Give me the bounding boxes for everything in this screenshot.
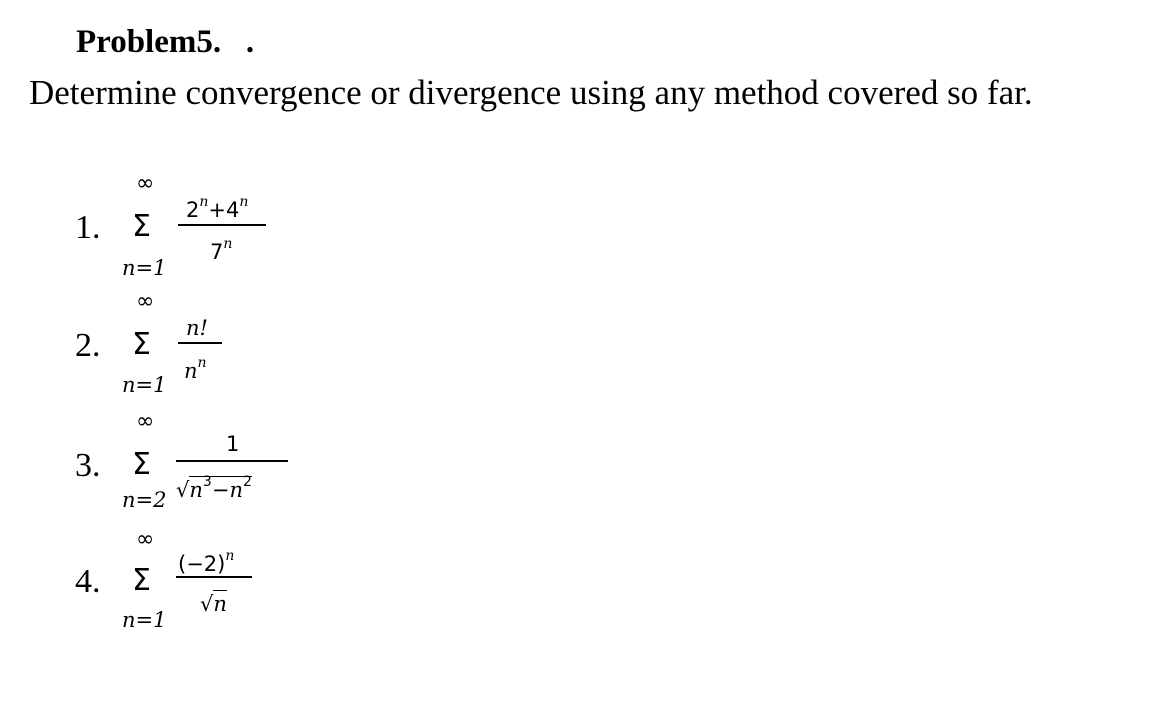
fraction-numerator — [178, 548, 235, 579]
problem-item-3 — [0, 410, 360, 530]
radicand-term-b: n — [229, 478, 243, 502]
problem-title: Problem5. . — [76, 24, 255, 60]
radical-sign: √ — [176, 478, 190, 502]
problem-item-1 — [0, 172, 360, 292]
summation-symbol: Σ — [132, 327, 151, 362]
numerator-op: +4 — [208, 198, 240, 222]
numerator-term-a: 2 — [186, 198, 200, 222]
exponent: n — [239, 194, 249, 210]
sum-lower-limit: n=1 — [122, 373, 167, 397]
radicand — [189, 476, 252, 502]
item-number: 1. — [75, 209, 101, 246]
sum-upper-limit: ∞ — [136, 409, 155, 434]
item-number: 3. — [75, 447, 101, 484]
denominator-base: n — [184, 359, 198, 383]
fraction-numerator: 1 — [226, 432, 240, 456]
fraction-denominator — [210, 236, 233, 267]
problem-item-4 — [0, 528, 360, 648]
numerator-base: (−2) — [178, 552, 226, 576]
exponent: 2 — [242, 474, 252, 490]
denominator-base: 7 — [210, 240, 224, 264]
sum-upper-limit: ∞ — [136, 171, 155, 196]
item-number: 4. — [75, 563, 101, 600]
item-number: 2. — [75, 327, 101, 364]
radicand: n — [213, 592, 227, 616]
exponent: n — [199, 194, 209, 210]
instructions-text: Determine convergence or divergence using any method covered so far. — [29, 73, 1033, 112]
exponent: n — [223, 236, 233, 252]
fraction-numerator: n! — [186, 316, 208, 340]
fraction-denominator — [184, 355, 207, 386]
fraction-bar — [176, 460, 288, 462]
sum-lower-limit: n=2 — [122, 488, 167, 512]
summation-symbol: Σ — [132, 209, 151, 244]
sum-upper-limit: ∞ — [136, 527, 155, 552]
sum-lower-limit: n=1 — [122, 256, 167, 280]
exponent: 3 — [202, 474, 212, 490]
radical-sign: √ — [200, 592, 214, 616]
fraction-bar — [178, 342, 222, 344]
radicand-term-a: n — [189, 478, 203, 502]
fraction-numerator — [186, 194, 249, 225]
exponent: n — [197, 355, 207, 371]
sum-upper-limit: ∞ — [136, 289, 155, 314]
exponent: n — [225, 548, 235, 564]
sum-lower-limit: n=1 — [122, 608, 167, 632]
fraction-denominator — [176, 474, 252, 505]
fraction-bar — [178, 224, 266, 226]
summation-symbol: Σ — [132, 447, 151, 482]
radicand-op: − — [211, 478, 230, 502]
fraction-bar — [176, 576, 252, 578]
problem-item-2 — [0, 290, 360, 410]
fraction-denominator — [200, 592, 227, 616]
summation-symbol: Σ — [132, 563, 151, 598]
